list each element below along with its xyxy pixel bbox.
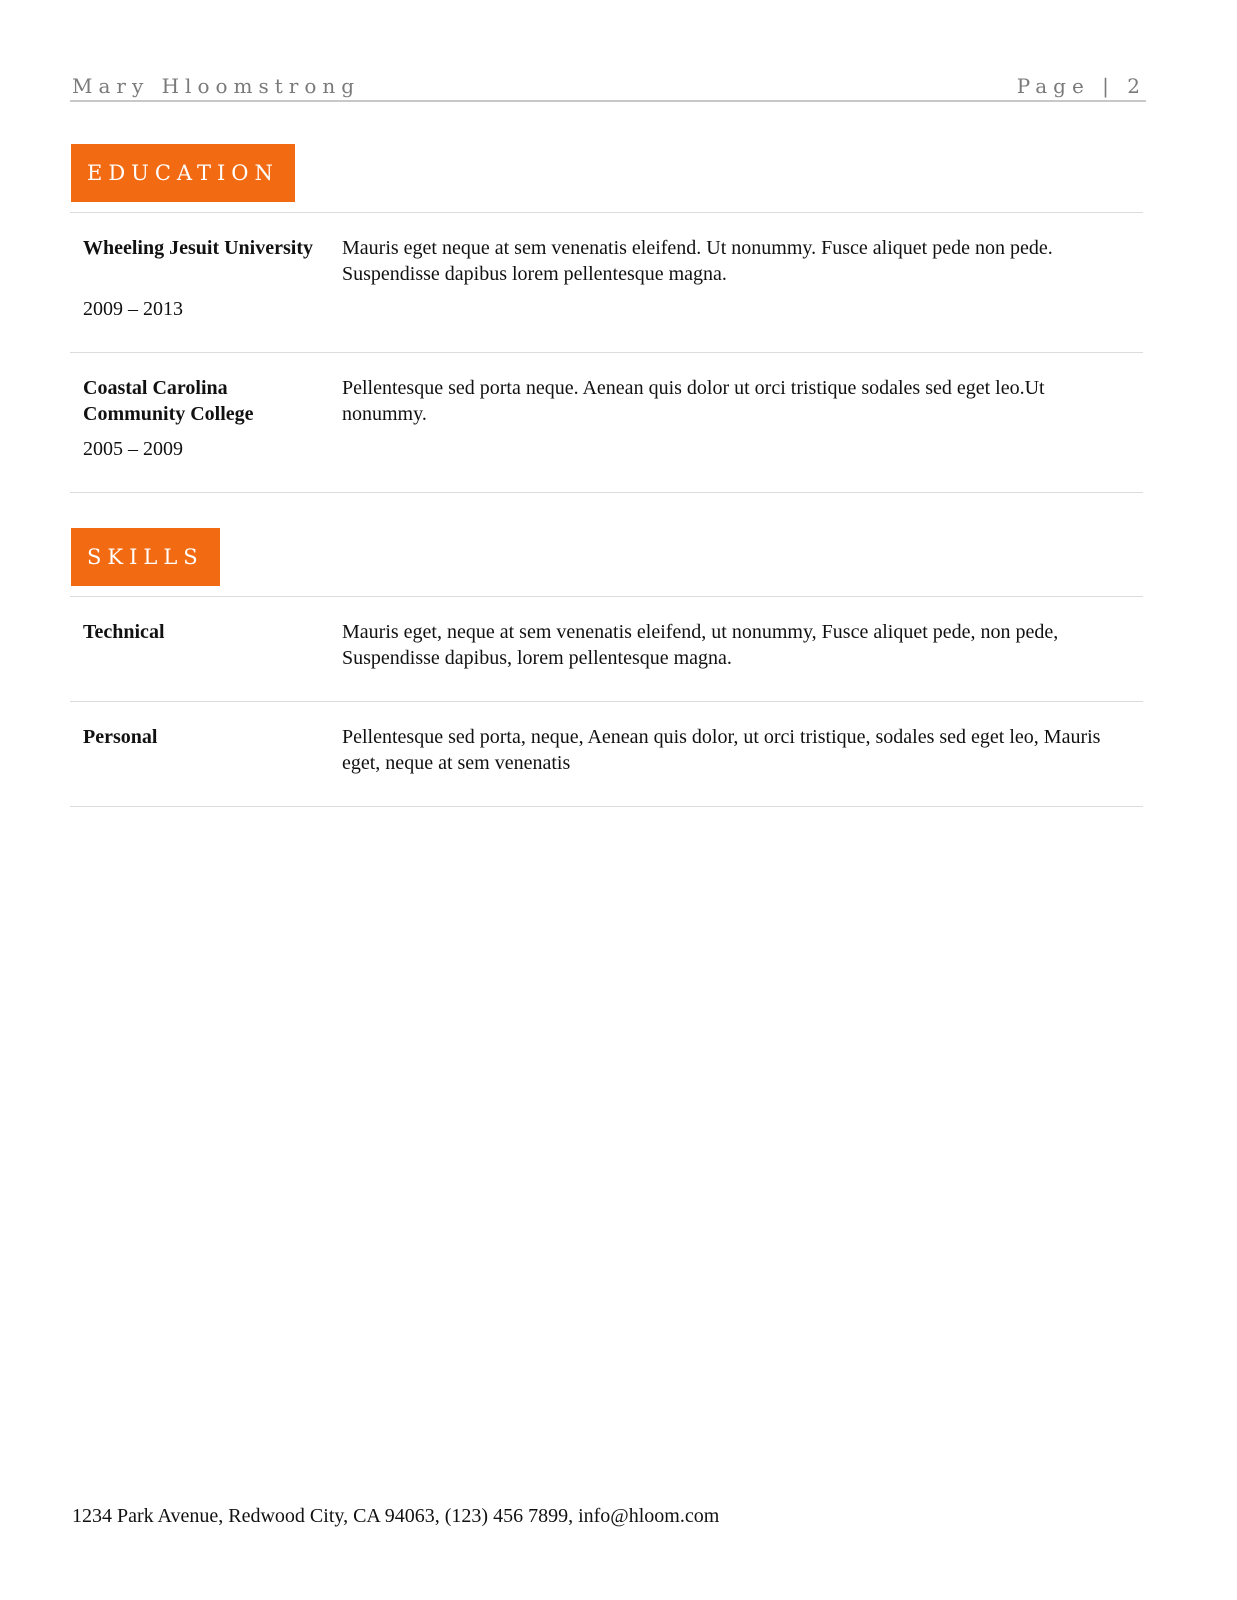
education-school: Wheeling Jesuit University <box>83 237 313 259</box>
footer-contact: 1234 Park Avenue, Redwood City, CA 94063, (123) 456 7899, info@hloom.com <box>72 1505 720 1527</box>
education-description: Pellentesque sed porta neque. Aenean quis dolor ut orci tristique sodales sed eget leo.Ut nonummy. <box>342 377 1045 425</box>
skill-description: Mauris eget, neque at sem venenatis eleifend, ut nonummy, Fusce aliquet pede, non pede, Suspendisse dapibus, lorem pellentesque magna. <box>342 621 1059 669</box>
education-description: Mauris eget neque at sem venenatis eleifend. Ut nonummy. Fusce aliquet pede non pede. Suspendisse dapibus lorem pellentesque magna. <box>342 237 1053 285</box>
divider <box>70 701 1143 702</box>
skill-label: Technical <box>83 621 165 643</box>
skill-description: Pellentesque sed porta, neque, Aenean quis dolor, ut orci tristique, sodales sed eget leo, Mauris eget, neque at sem venenatis <box>342 726 1101 774</box>
divider <box>70 352 1143 353</box>
divider <box>70 806 1143 807</box>
page-header <box>70 72 1146 102</box>
skills-heading: SKILLS <box>71 528 220 586</box>
education-school: Coastal Carolina Community College <box>83 377 254 425</box>
education-years: 2009 – 2013 <box>83 298 183 320</box>
skill-label: Personal <box>83 726 158 748</box>
divider <box>70 596 1143 597</box>
divider <box>70 212 1143 213</box>
divider <box>70 492 1143 493</box>
education-heading: EDUCATION <box>71 144 295 202</box>
education-years: 2005 – 2009 <box>83 438 183 460</box>
header-name: Mary Hloomstrong <box>72 74 361 98</box>
page-number: Page | 2 <box>1016 74 1146 98</box>
